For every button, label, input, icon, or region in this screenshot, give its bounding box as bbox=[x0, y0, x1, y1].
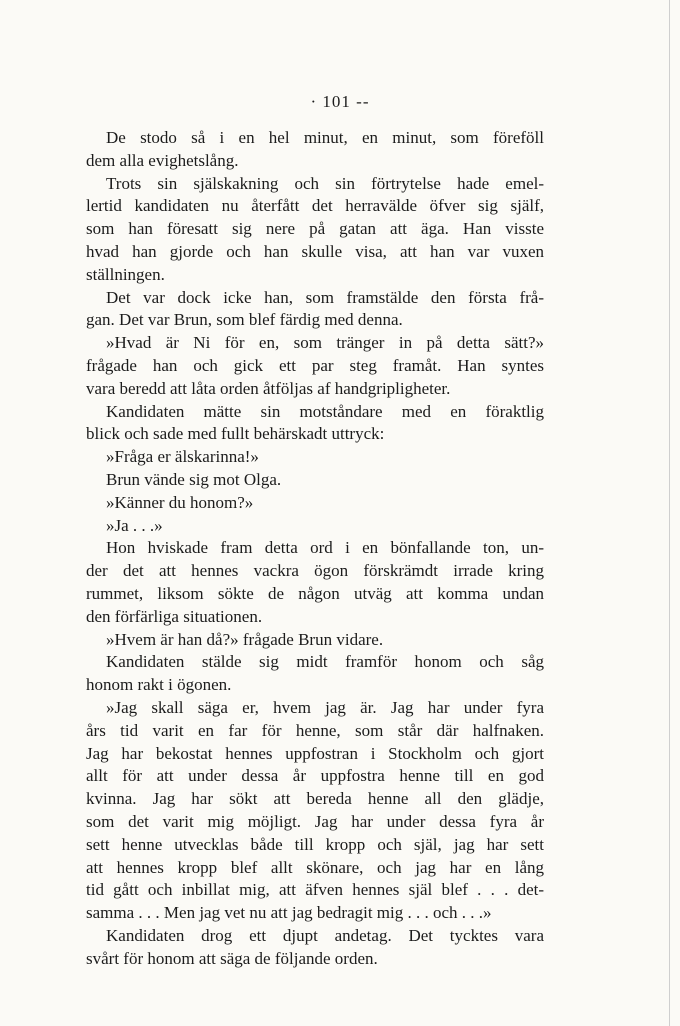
page-number: · 101 -- bbox=[310, 92, 370, 111]
text-line: Kandidaten drog ett djupt andetag. Det tycktes vara bbox=[106, 925, 544, 945]
text-line: svårt för honom att säga de följande orden. bbox=[86, 948, 378, 968]
text-line: gan. Det var Brun, som blef färdig med denna. bbox=[86, 310, 403, 330]
text-line: frågade han och gick ett par steg framåt. Han syntes bbox=[86, 355, 544, 375]
text-line: Brun vände sig mot Olga. bbox=[106, 469, 282, 489]
text-line: »Hvad är Ni för en, som tränger in på detta sätt?» bbox=[106, 333, 544, 353]
text-line: der det att hennes vackra ögon förskrämdt irrade kring bbox=[86, 561, 544, 581]
text-line: blick och sade med fullt behärskadt uttryck: bbox=[86, 424, 385, 444]
text-line: allt för att under dessa år uppfostra henne till en god bbox=[86, 766, 544, 786]
paragraph bbox=[86, 332, 544, 400]
paragraph bbox=[86, 651, 544, 697]
text-line: »Jag skall säga er, hvem jag är. Jag har under fyra bbox=[106, 697, 544, 717]
text-line: som det varit mig möjligt. Jag har under dessa fyra år bbox=[86, 811, 544, 831]
text-line: »Hvem är han då?» frågade Brun vidare. bbox=[106, 629, 384, 649]
text-line: hvad han gjorde och han skulle visa, att han var vuxen bbox=[86, 241, 544, 261]
paragraph bbox=[86, 446, 544, 469]
text-line: »Känner du honom?» bbox=[106, 492, 254, 512]
text-line: rummet, liksom sökte de någon utväg att komma undan bbox=[86, 583, 544, 603]
text-line: samma . . . Men jag vet nu att jag bedragit mig . . . och . . .» bbox=[86, 903, 492, 923]
page-edge bbox=[669, 0, 670, 1026]
text-line: kvinna. Jag har sökt att bereda henne all den glädje, bbox=[86, 789, 544, 809]
text-line: Kandidaten mätte sin motståndare med en föraktlig bbox=[106, 401, 544, 421]
paragraph bbox=[86, 697, 544, 925]
text-line: Hon hviskade fram detta ord i en bönfallande ton, un- bbox=[106, 538, 544, 558]
text-line: Trots sin själskakning och sin förtrytelse hade emel- bbox=[106, 173, 544, 193]
text-line: ställningen. bbox=[86, 264, 165, 284]
text-line: Jag har bekostat hennes uppfostran i Stockholm och gjort bbox=[86, 743, 544, 763]
text-line: den förfärliga situationen. bbox=[86, 606, 263, 626]
text-line: honom rakt i ögonen. bbox=[86, 675, 232, 695]
text-line: Det var dock icke han, som framstälde den första frå- bbox=[106, 287, 544, 307]
text-line: tid gått och inbillat mig, att äfven hennes själ blef . . . det- bbox=[86, 880, 544, 900]
text-line: sett henne utvecklas både till kropp och själ, jag har sett bbox=[86, 834, 544, 854]
body-text bbox=[86, 127, 544, 970]
text-line: års tid varit en far för henne, som står där halfnaken. bbox=[86, 720, 544, 740]
paragraph bbox=[86, 515, 544, 538]
text-line: »Ja . . .» bbox=[106, 515, 163, 535]
paragraph bbox=[86, 469, 544, 492]
text-line: Kandidaten stälde sig midt framför honom och såg bbox=[106, 652, 544, 672]
paragraph bbox=[86, 925, 544, 971]
paragraph bbox=[86, 537, 544, 628]
text-line: som han föresatt sig nere på gatan att äga. Han visste bbox=[86, 219, 544, 239]
paragraph bbox=[86, 629, 544, 652]
paragraph bbox=[86, 127, 544, 173]
paragraph bbox=[86, 401, 544, 447]
paragraph bbox=[86, 287, 544, 333]
text-line: De stodo så i en hel minut, en minut, som föreföll bbox=[106, 128, 544, 147]
text-line: dem alla evighetslång. bbox=[86, 150, 239, 170]
text-line: »Fråga er älskarinna!» bbox=[106, 447, 259, 467]
paragraph bbox=[86, 173, 544, 287]
text-line: vara beredd att låta orden åtföljas af handgripligheter. bbox=[86, 378, 451, 398]
text-line: att hennes kropp blef allt skönare, och jag har en lång bbox=[86, 857, 544, 877]
text-line: lertid kandidaten nu återfått det herravälde öfver sig själf, bbox=[86, 196, 544, 216]
paragraph bbox=[86, 492, 544, 515]
